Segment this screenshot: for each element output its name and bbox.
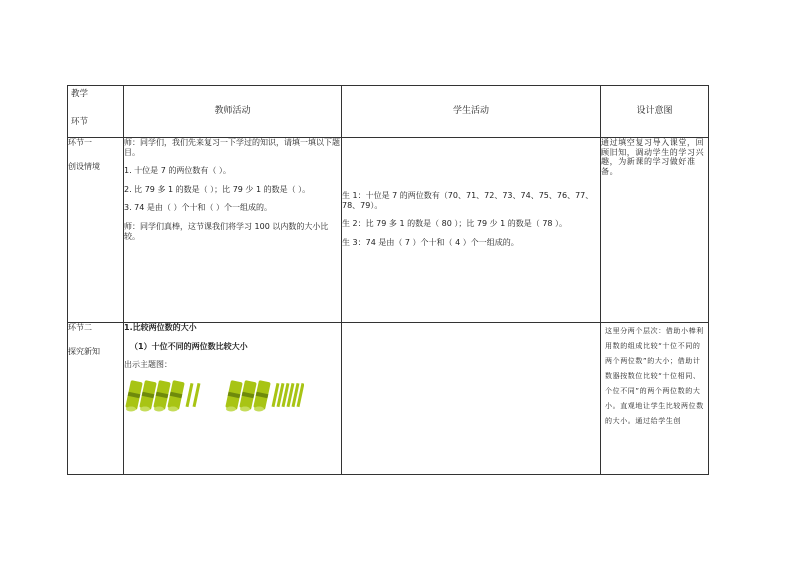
stage-2-line2: 探究新知	[68, 346, 100, 356]
design-intent-1: 通过填空复习导入课堂，回顾旧知，调动学生的学习兴趣，为新课的学习做好准备。	[601, 138, 709, 323]
bundles-left-group	[125, 380, 200, 411]
single-sticks-icon	[186, 383, 201, 407]
student-activity-2	[342, 323, 601, 475]
row-stage-2	[68, 323, 709, 475]
question-3: 3. 74 是由（ ）个十和（ ）个一组成的。	[124, 203, 272, 213]
stage-1-line2: 创设情境	[68, 161, 100, 171]
teacher-intro: 师：同学们，我们先来复习一下学过的知识，请填一填以下题目。	[124, 138, 340, 157]
design-intent-2: 这里分两个层次：借助小棒利用数的组成比较“十位不同的两个两位数”的大小；借助计数器按数位比较“十位相同、个位不同”的两个两位数的大小。直观地让学生比较两位数的大小。通过给学生创	[605, 327, 704, 425]
teacher-activity-1	[124, 138, 342, 323]
student-answer-2: 生 2：比 79 多 1 的数是（ 80 ）；比 79 少 1 的数是（ 78 ）。	[342, 219, 568, 229]
section-heading: 1.比较两位数的大小	[124, 323, 197, 332]
row-stage-1	[68, 138, 709, 323]
stage-1-line1: 环节一	[68, 138, 92, 147]
student-answer-1: 生 1：十位是 7 的两位数有（70、71、72、73、74、75、76、77、78、79）。	[342, 191, 594, 210]
stage-2-cell	[68, 323, 124, 475]
header-stage-line1: 教学	[71, 89, 89, 99]
bundles-right-group	[225, 380, 304, 411]
header-stage-line2: 环节	[71, 117, 89, 128]
show-theme-image-label: 出示主题图：	[124, 360, 172, 370]
header-stage	[68, 86, 124, 138]
header-row	[68, 86, 709, 138]
header-teacher: 教师活动	[124, 86, 342, 138]
single-sticks-icon	[272, 383, 304, 407]
lesson-plan-table	[67, 85, 709, 475]
header-student: 学生活动	[342, 86, 601, 138]
stage-2-line1: 环节二	[68, 323, 92, 332]
subsection-heading: （1）十位不同的两位数比较大小	[130, 341, 248, 351]
teacher-transition: 师：同学们真棒，这节课我们将学习 100 以内数的大小比较。	[124, 221, 329, 241]
student-answer-3: 生 3：74 是由（ 7 ）个十和（ 4 ）个一组成的。	[342, 237, 519, 247]
stage-1-cell	[68, 138, 124, 323]
question-2: 2. 比 79 多 1 的数是（ ）；比 79 少 1 的数是（ ）。	[124, 184, 311, 194]
design-intent-2-cell	[601, 323, 709, 475]
stick-bundles-illustration	[124, 379, 304, 413]
header-design: 设计意图	[601, 86, 709, 138]
question-1: 1. 十位是 7 的两位数有（ ）。	[124, 166, 231, 176]
student-activity-1	[342, 138, 601, 323]
teacher-activity-2	[124, 323, 342, 475]
